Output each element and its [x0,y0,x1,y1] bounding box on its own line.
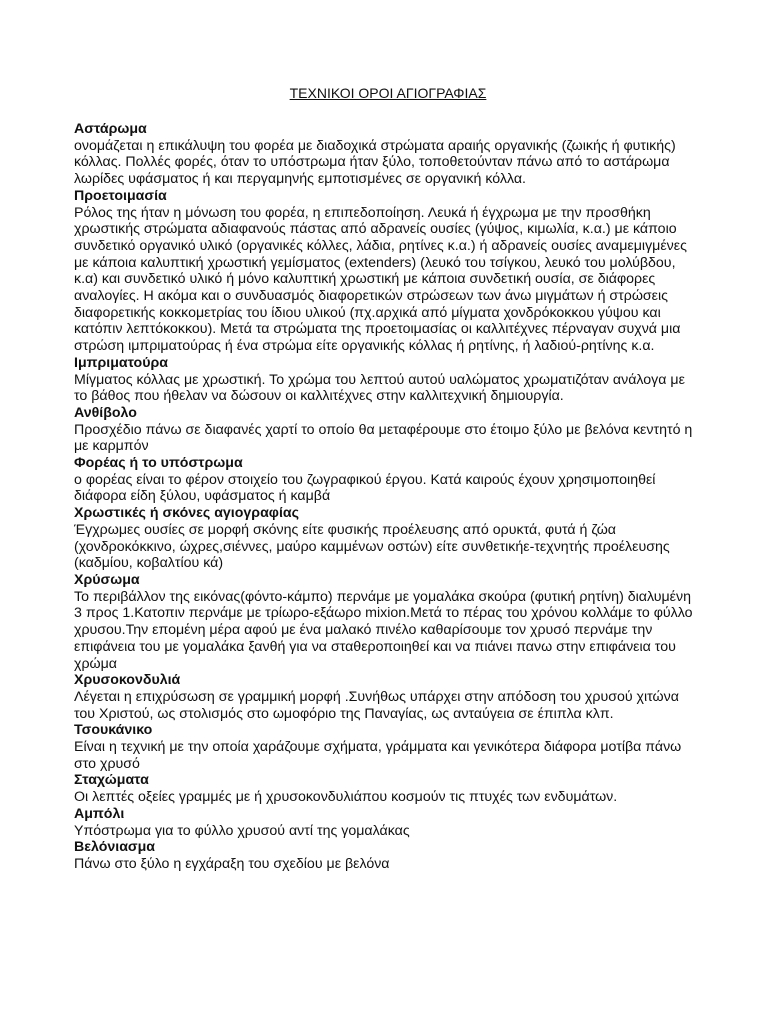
term-astaroma: Αστάρωμα [74,121,147,137]
definition-proetoimasia: Ρόλος της ήταν η μόνωση του φορέα, η επιπεδοποίηση. Λευκά ή έγχρωμα με την προσθήκη χρωστικής στρώματα αδιαφανούς πάστας από αδρανείς ουσίες (γύψος, κιμωλία, κ.α.) με κάποιο συνδετικό οργανικό υλικό (οργανικές κόλλες, λάδια, ρητίνες κ.α.) ή αδρανείς ουσίες αναμεμιγμένες με κάποια καλυπτική χρωστική γεμίσματος (extenders) (λευκό του τσίγκου, λευκό του μολύβδου, κ.α) και συνδετικό υλικό ή μόνο καλυπτική χρωστική με κάποια συνδετική ουσία, σε διάφορες αναλογίες. Η ακόμα και ο συνδυασμός διαφορετικών στρώσεων των άνω μιγμάτων ή στρώσεις διαφορετικής κοκκομετρίας του ίδιου υλικού (πχ.αρχικά από μίγματα χονδρόκοκκου γύψου και κατόπιν λεπτόκοκκου). Μετά τα στρώματα της προετοιμασίας οι καλλιτέχνες πέρναγαν συχνά μια στρώση ιμπριματούρας ή ένα στρώμα είτε οργανικής κόλλας ή ρητίνης, ή λαδιού-ρητίνης κ.α. [74,204,687,355]
term-anthivolo: Ανθίβολο [74,404,137,421]
term-chromatistikes: Χρωστικές ή σκόνες αγιογραφίας [74,505,299,522]
term-tsoukaniko: Τσουκάνικο [74,722,153,739]
term-proetoimasia: Προετοιμασία [74,187,167,204]
term-imprimatoura: Ιμπριματούρα [74,354,168,371]
definition-anthivolo: Προσχέδιο πάνω σε διαφανές χαρτί το οποίο θα μεταφέρουμε στο έτοιμο ξύλο με βελόνα κεντητό η με καρμπόν [74,421,693,455]
glossary-entries [74,121,696,873]
term-foreas: Φορέας ή το υπόστρωμα [74,455,243,472]
term-ampoli: Αμπόλι [74,805,125,822]
definition-chrysokondylia: Λέγεται η επιχρύσωση σε γραμμική μορφή .Συνήθως υπάρχει στην απόδοση του χρυσού χιτώνα του Χριστού, ως στολισμός στο ωμοφόριο της Παναγίας, ως ανταύγεια σε έπιπλα κλπ. [74,688,679,722]
definition-ampoli: Υπόστρωμα για το φύλλο χρυσού αντί της γομαλάκας [74,822,410,839]
document-title: ΤΕΧΝΙΚΟΙ ΟΡΟΙ ΑΓΙΟΓΡΑΦΙΑΣ [289,85,487,101]
definition-stachomata: Οι λεπτές οξείες γραμμές με ή χρυσοκονδυλιάπου κοσμούν τις πτυχές των ενδυμάτων. [74,789,618,806]
definition-imprimatoura: Μίγματος κόλλας με χρωστική. Το χρώμα του λεπτού αυτού υαλώματος χρωματιζόταν ανάλογα με το βάθος που ήθελαν να δώσουν οι καλλιτέχνες στην καλλιτεχνική δημιουργία. [74,371,685,405]
term-chrysoma: Χρύσωμα [74,571,140,588]
term-stachomata: Σταχώματα [74,772,149,789]
definition-velonisma: Πάνω στο ξύλο η εγχάραξη του σχεδίου με βελόνα [74,855,390,872]
document-page [74,84,696,873]
definition-foreas: ο φορέας είναι το φέρον στοιχείο του ζωγραφικού έργου. Κατά καιρούς έχουν χρησιμοποιηθεί διάφορα είδη ξύλου, υφάσματος ή καμβά [74,471,656,505]
definition-tsoukaniko: Είναι η τεχνική με την οποία χαράζουμε σχήματα, γράμματα και γενικότερα διάφορα μοτίβα πάνω στο χρυσό [74,739,682,772]
term-velonisma: Βελόνιασμα [74,839,156,856]
definition-chromatistikes: Έγχρωμες ουσίες σε μορφή σκόνης είτε φυσικής προέλευσης από ορυκτά, φυτά ή ζώα (χονδροκόκκινο, ώχρες,σιέννες, μαύρο καμμένων οστών) είτε συνθετικήε-τεχνητής προέλευσης (καδμίου, κοβαλτίου κά) [74,521,670,572]
term-chrysokondylia: Χρυσοκονδυλιά [74,672,181,689]
definition-chrysoma: Το περιβάλλον της εικόνας(φόντο-κάμπο) περνάμε με γομαλάκα σκούρα (φυτική ρητίνη) διαλυμένη 3 προς 1.Κατοπιν περνάμε με τρίωρο-εξάωρο mixion.Μετά το πέρας του χρόνου κολλάμε το φύλλο χρυσου.Την επομένη μέρα αφού με ένα μαλακό πινέλο καθαρίσουμε τον χρυσό περνάμε την επιφάνεια του με γομαλάκα ξανθή για να σταθεροποιηθεί και να πιάνει πανω στην επιφάνεια του χρώμα [74,588,693,672]
definition-astaroma: ονομάζεται η επικάλυψη του φορέα με διαδοχικά στρώματα αραιής οργανικής (ζωικής ή φυτικής) κόλλας. Πολλές φορές, όταν το υπόστρωμα ήταν ξύλο, τοποθετούνταν πάνω από το αστάρωμα λωρίδες υφάσματος ή και περγαμηνής εμποτισμένες σε οργανική κόλλα. [74,137,676,188]
